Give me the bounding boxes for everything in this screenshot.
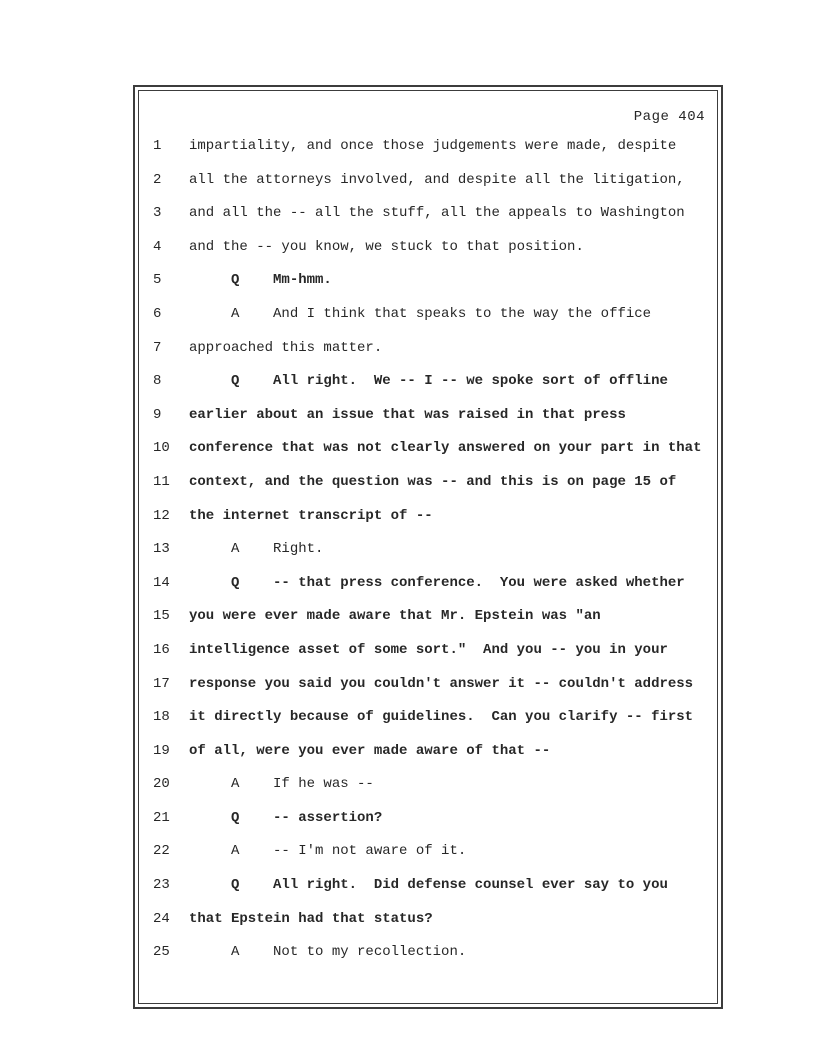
transcript-line xyxy=(139,238,717,272)
line-text: Q Mm-hmm. xyxy=(189,272,332,289)
line-number: 24 xyxy=(153,910,170,927)
transcript-lines xyxy=(139,137,717,977)
line-number: 16 xyxy=(153,641,170,658)
transcript-line xyxy=(139,473,717,507)
line-text: all the attorneys involved, and despite all the litigation, xyxy=(189,171,685,188)
line-text: intelligence asset of some sort." And you -- you in your xyxy=(189,641,668,658)
line-text: earlier about an issue that was raised in that press xyxy=(189,406,626,423)
transcript-line xyxy=(139,775,717,809)
transcript-line xyxy=(139,574,717,608)
line-number: 21 xyxy=(153,809,170,826)
line-number: 23 xyxy=(153,877,170,894)
line-number: 17 xyxy=(153,675,170,692)
line-text: A And I think that speaks to the way the office xyxy=(189,305,652,322)
line-number: 18 xyxy=(153,709,170,726)
transcript-line xyxy=(139,943,717,977)
line-text: Q All right. Did defense counsel ever say to you xyxy=(189,877,668,894)
line-text: A If he was -- xyxy=(189,776,374,793)
line-number: 7 xyxy=(153,339,162,356)
line-number: 25 xyxy=(153,944,170,961)
transcript-line xyxy=(139,372,717,406)
line-text: A -- I'm not aware of it. xyxy=(189,843,467,860)
line-text: it directly because of guidelines. Can you clarify -- first xyxy=(189,709,694,726)
line-number: 13 xyxy=(153,541,170,558)
page-border-outer xyxy=(133,85,723,1009)
line-text: and the -- you know, we stuck to that position. xyxy=(189,238,584,255)
transcript-line xyxy=(139,641,717,675)
transcript-line xyxy=(139,339,717,373)
transcript-line xyxy=(139,137,717,171)
line-text: Q -- assertion? xyxy=(189,809,383,826)
line-number: 8 xyxy=(153,373,162,390)
line-text: approached this matter. xyxy=(189,339,383,356)
transcript-line xyxy=(139,540,717,574)
transcript-line xyxy=(139,876,717,910)
transcript-line xyxy=(139,271,717,305)
line-number: 12 xyxy=(153,507,170,524)
line-number: 20 xyxy=(153,776,170,793)
line-number: 11 xyxy=(153,473,170,490)
line-text: response you said you couldn't answer it -- couldn't address xyxy=(189,675,694,692)
line-number: 22 xyxy=(153,843,170,860)
line-text: Q All right. We -- I -- we spoke sort of offline xyxy=(189,373,668,390)
line-text: of all, were you ever made aware of that -- xyxy=(189,742,551,759)
transcript-line xyxy=(139,171,717,205)
line-text: context, and the question was -- and this is on page 15 of xyxy=(189,473,677,490)
transcript-line xyxy=(139,675,717,709)
line-text: conference that was not clearly answered on your part in that xyxy=(189,440,702,457)
line-number: 3 xyxy=(153,205,162,222)
transcript-line xyxy=(139,742,717,776)
line-text: the internet transcript of -- xyxy=(189,507,433,524)
line-number: 4 xyxy=(153,238,162,255)
transcript-line xyxy=(139,842,717,876)
line-number: 6 xyxy=(153,305,162,322)
transcript-line xyxy=(139,439,717,473)
line-number: 1 xyxy=(153,138,162,154)
line-number: 9 xyxy=(153,406,162,423)
transcript-line xyxy=(139,305,717,339)
transcript-line xyxy=(139,708,717,742)
transcript-line xyxy=(139,507,717,541)
line-text: A Right. xyxy=(189,541,324,558)
line-text: that Epstein had that status? xyxy=(189,910,433,927)
line-number: 5 xyxy=(153,272,162,289)
page-number: Page 404 xyxy=(633,109,705,125)
line-number: 19 xyxy=(153,742,170,759)
page-border-inner xyxy=(138,90,718,1004)
transcript-line xyxy=(139,809,717,843)
line-number: 2 xyxy=(153,171,162,188)
line-number: 14 xyxy=(153,574,170,591)
line-text: A Not to my recollection. xyxy=(189,944,467,961)
transcript-line xyxy=(139,910,717,944)
line-text: Q -- that press conference. You were asked whether xyxy=(189,574,685,591)
transcript-line xyxy=(139,607,717,641)
transcript-line xyxy=(139,204,717,238)
line-text: you were ever made aware that Mr. Epstein was "an xyxy=(189,608,601,625)
transcript-line xyxy=(139,406,717,440)
line-number: 10 xyxy=(153,440,170,457)
line-text: impartiality, and once those judgements were made, despite xyxy=(189,138,677,154)
line-text: and all the -- all the stuff, all the appeals to Washington xyxy=(189,205,685,222)
line-number: 15 xyxy=(153,608,170,625)
